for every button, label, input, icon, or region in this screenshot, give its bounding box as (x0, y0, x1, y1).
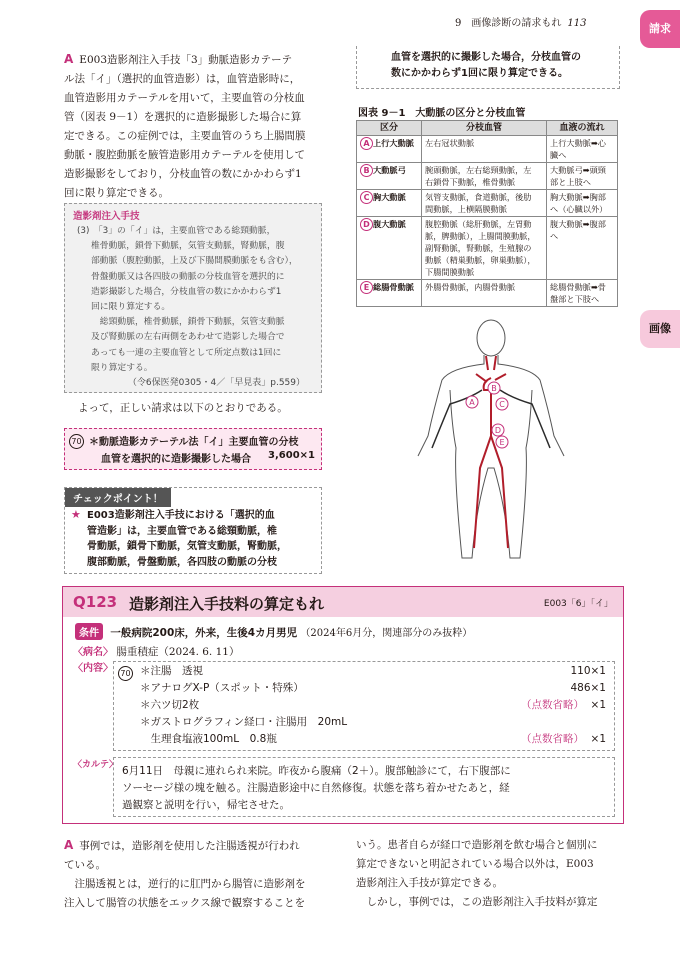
bottom-line: 注入して腸管の状態をエックス線で観察することを (64, 897, 306, 909)
intro-line: 造影撮影をしており，分枝血管の数にかかわらず1 (64, 168, 302, 180)
condition-tag: 条件 (75, 623, 103, 640)
note-line: 椎骨動脈，鎖骨下動脈，気管支動脈，腎動脈，腹 (91, 241, 285, 252)
branch-line: 左右冠状動脈 (425, 138, 475, 148)
note-line: (3) 「3」の「イ」は，主要血管である総頸動脈， (77, 226, 276, 236)
claim-line-2: 血管を選択的に造影撮影した場合 (101, 454, 251, 465)
karte-box (113, 757, 615, 817)
branch-line: 動脈（精巣動脈，卵巣動脈）， (425, 255, 536, 265)
flow-line: 大動脈弓➡頭頸 (550, 165, 606, 175)
intro-line: 回に限り算定できる。 (64, 187, 169, 199)
section-name: 腹大動脈 (373, 219, 406, 229)
question-title: 造影剤注入手技料の算定もれ (129, 595, 325, 613)
figure-label: C (499, 400, 505, 409)
question-box (62, 586, 624, 824)
chapter-title: 9 画像診断の請求もれ (455, 18, 562, 29)
flow-line: 上行大動脈➡心 (550, 138, 606, 148)
figure-label: D (494, 426, 502, 435)
table-row (357, 163, 618, 190)
prescription-item: ＊六ツ切2枚 （点数省略） ×1 (140, 699, 606, 711)
checkpoint-body (87, 508, 287, 570)
note-line: 総頸動脈，椎骨動脈，鎖骨下動脈，気管支動脈 (91, 317, 285, 328)
body-aorta-illustration (410, 318, 572, 568)
col-header: 分枝血管 (422, 121, 547, 136)
section-name: 総腸骨動脈 (373, 282, 414, 292)
section-mark: C (360, 191, 373, 204)
note-citation: （令6保医発0305・4／「早見表」p.559） (127, 378, 305, 389)
note-line: 部動脈（腹腔動脈，上及び下腸間膜動脈をも含む）， (91, 256, 298, 267)
condition-text: 一般病院200床，外来，生後4カ月男児 (110, 627, 298, 639)
note-line: 骨盤動脈又は各四肢の動脈の分枝血管を選択的に (91, 271, 285, 282)
karte-line: ソーセージ様の塊を触る。注腸造影途中に自然修復。状態を落ち着かせたあと，経 (122, 782, 510, 794)
question-ref: E003「6」「イ」 (543, 599, 613, 609)
note-line: 及び腎動脈の左右両側をあわせて造影した場合で (91, 332, 285, 343)
checkpoint-line: 腹部動脈，骨盤動脈，各四肢の動脈の分枝 (87, 556, 277, 568)
figure-label: E (499, 438, 505, 447)
branch-line: 下腸間膜動脈 (425, 267, 475, 277)
claim-points: 3,600×1 (268, 450, 315, 461)
branch-line: 腹腔動脈（総肝動脈，左胃動 (425, 219, 532, 229)
intro-line: 管（図表 9－1）を選択的に造影撮影した場合に算 (64, 111, 302, 123)
flow-line: 盤部と下肢へ (550, 294, 600, 304)
side-tab-gazou[interactable]: 画像 (640, 310, 680, 348)
continuation-line: 血管を選択的に撮影した場合，分枝血管の (391, 52, 581, 63)
checkpoint-box (64, 487, 322, 574)
bottom-right-paragraph (356, 836, 618, 912)
question-header (63, 587, 623, 617)
regulation-note-box (64, 203, 322, 393)
bottom-line: ている。 (64, 859, 106, 871)
star-icon: ★ (71, 508, 81, 521)
prescription-code: 70 (118, 666, 133, 681)
flow-line: 胸大動脈➡胸部 (550, 192, 606, 202)
section-name: 上行大動脈 (373, 138, 414, 148)
table-row (357, 136, 618, 163)
checkpoint-title: チェックポイント！ (65, 488, 171, 507)
claim-line-1: ＊動脈造影カテーテル法「イ」主要血管の分枝 (89, 437, 299, 448)
intro-line: E003造影剤注入手技「3」動脈造影カテーテ (79, 54, 293, 66)
section-name: 大動脈弓 (373, 165, 406, 175)
branch-line: 気管支動脈，食道動脈，後肋 (425, 192, 532, 202)
content-label: 〈内容〉 (73, 663, 113, 674)
figure-label: A (469, 398, 475, 407)
section-mark: B (360, 164, 373, 177)
disease-text: 腸重積症（2024. 6. 11） (116, 646, 240, 658)
note-line: 限り算定する。 (91, 362, 153, 373)
continuation-line: 数にかかわらず1回に限り算定できる。 (391, 68, 568, 79)
figure-caption: 図表 9－1 大動脈の区分と分枝血管 (358, 108, 526, 119)
flow-line: 臓へ (550, 150, 567, 160)
intro-line: 動脈・腹腔動脈を腋管造影用カテーテルを使用して (64, 149, 305, 161)
section-mark: E (360, 281, 373, 294)
condition-note: （2024年6月分，関連部分のみ抜粋） (300, 628, 473, 639)
branch-line: 間動脈，上横隔膜動脈 (425, 204, 507, 214)
karte-line: 過観察と説明を行い，帰宅させた。 (122, 799, 290, 811)
col-header: 血液の流れ (547, 121, 618, 136)
branch-line: 外腸骨動脈，内腸骨動脈 (425, 282, 516, 292)
intro-paragraph (64, 50, 324, 203)
running-head (455, 14, 635, 29)
figure-label: B (491, 384, 497, 393)
disease-row (73, 643, 239, 659)
flow-line: へ（心臓以外） (550, 204, 608, 214)
answer-marker: A (64, 52, 74, 66)
note-body (77, 224, 313, 391)
checkpoint-line: 骨動脈，鎖骨下動脈，気管支動脈，腎動脈， (87, 541, 287, 552)
bottom-line: 造影剤注入手技が算定できる。 (356, 877, 503, 889)
side-tab-seikyu[interactable]: 請求 (640, 10, 680, 48)
prescription-item: ＊アナログX-P（スポット・特殊） 486×1 (140, 682, 606, 694)
section-name: 胸大動脈 (373, 192, 406, 202)
answer-marker: A (64, 838, 74, 852)
karte-line: 6月11日 母親に連れられ来院。昨夜から腹痛（2＋）。腹部触診にて，右下腹部に (122, 765, 511, 777)
claim-code: 70 (69, 434, 84, 449)
correct-claim-box (64, 428, 322, 470)
branch-line: 脈，脾動脈），上腸間膜動脈， (425, 231, 536, 241)
intro-line: 血管造影用カテーテルを用いて，主要血管の分枝血 (64, 92, 305, 104)
bottom-left-paragraph (64, 836, 326, 913)
karte-label: 〈カルテ〉 (73, 760, 119, 770)
bottom-line: 事例では，造影剤を使用した注腸透視が行われ (79, 840, 300, 852)
bottom-line: 算定できないと明記されている場合以外は，E003 (356, 858, 594, 870)
table-row (357, 280, 618, 307)
table-row (357, 190, 618, 217)
page-number: 113 (567, 18, 587, 29)
flow-line: 腹大動脈➡腹部 (550, 219, 606, 229)
conclusion-text: よって，正しい請求は以下のとおりである。 (78, 402, 288, 414)
bottom-line: 注腸透視とは，逆行的に肛門から腸管に造影剤を (64, 878, 306, 890)
condition-row (75, 623, 472, 640)
table-row (357, 217, 618, 280)
bottom-line: しかし，事例では，この造影剤注入手技料が算定 (356, 896, 598, 908)
disease-label: 〈病名〉 (73, 647, 113, 658)
prescription-item: ＊注腸 透視 110×1 (140, 665, 606, 677)
aorta-table (356, 120, 618, 307)
branch-line: 腕頭動脈，左右総頸動脈，左 (425, 165, 532, 175)
note-line: 造影撮影した場合，分枝血管の数にかかわらず1 (91, 286, 282, 297)
question-number: Q123 (73, 593, 118, 611)
flow-line: 部と上肢へ (550, 177, 591, 187)
note-title: 造影剤注入手技 (73, 211, 140, 222)
branch-line: 副腎動脈，腎動脈，生殖腺の (425, 243, 532, 253)
prescription-box (113, 661, 615, 751)
section-mark: D (360, 218, 373, 231)
prescription-item: ＊ガストログラフィン経口・注腸用 20mL (140, 716, 348, 728)
bottom-line: いう。患者自らが経口で造影剤を飲む場合と個別に (356, 839, 598, 851)
prescription-item: 生理食塩液100mL 0.8瓶 （点数省略） ×1 (140, 733, 606, 745)
branch-line: 右鎖骨下動脈，椎骨動脈 (425, 177, 516, 187)
section-mark: A (360, 137, 373, 150)
checkpoint-continuation (356, 46, 620, 89)
note-line: あっても一連の主要血管として所定点数は1回に (91, 347, 282, 358)
intro-line: ル法「イ」（選択的血管造影）は，血管造影時に， (64, 73, 301, 85)
checkpoint-line: 管造影」は，主要血管である総頸動脈，椎 (87, 525, 277, 537)
note-line: 回に限り算定する。 (91, 302, 171, 313)
flow-line: 総腸骨動脈➡骨 (550, 282, 606, 292)
flow-line: へ (550, 231, 559, 241)
checkpoint-line: E003造影剤注入手技における「選択的血 (87, 510, 275, 521)
intro-line: 定できる。この症例では，主要血管のうち上腸間膜 (64, 130, 306, 142)
col-header: 区分 (357, 121, 422, 136)
